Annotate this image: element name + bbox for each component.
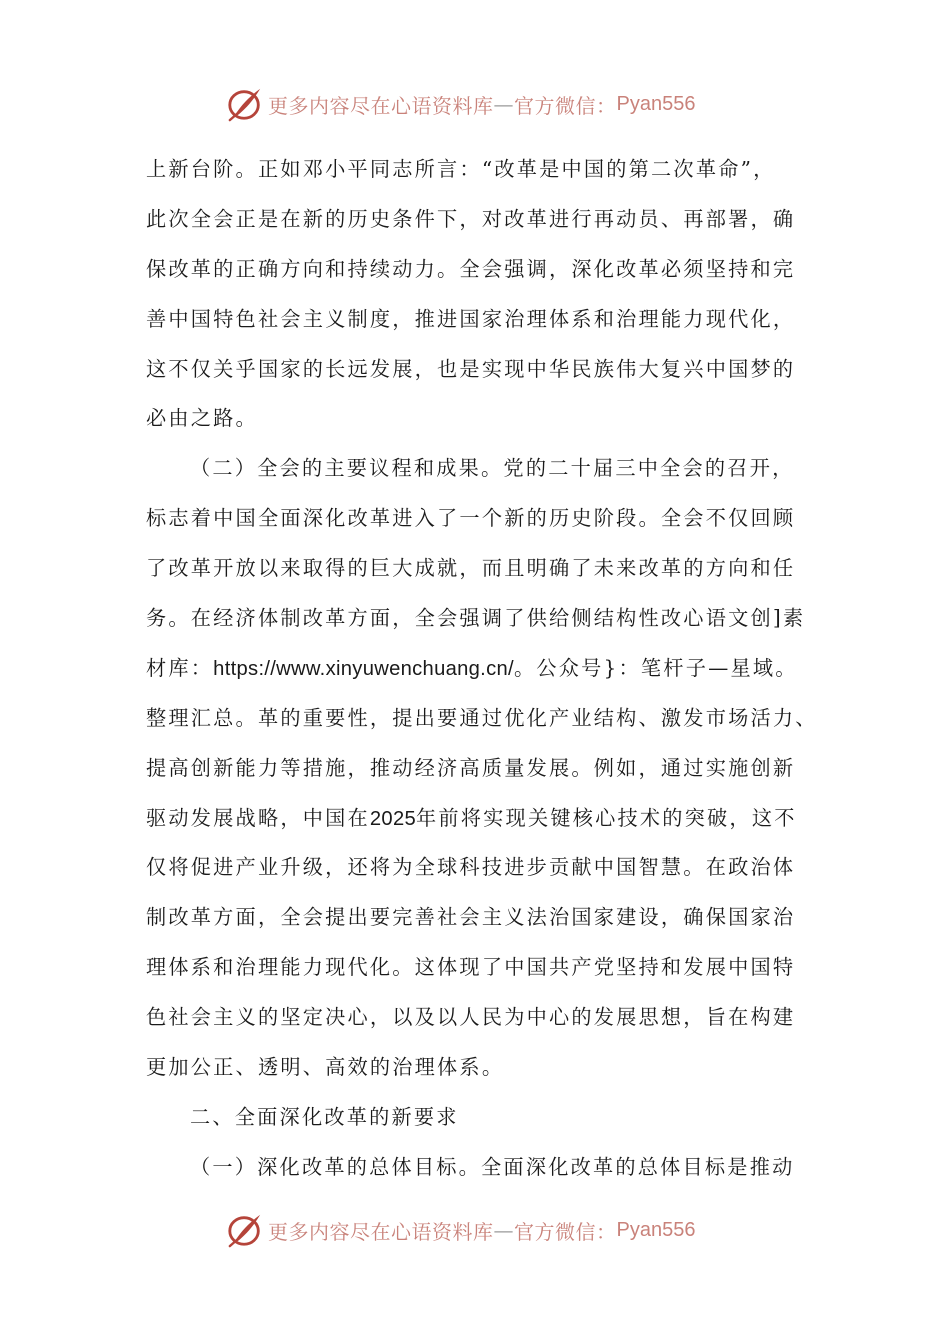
text-line: 更加公正、透明、高效的治理体系。: [146, 1055, 505, 1080]
text-line: 保改革的正确方向和持续动力。全会强调，深化改革必须坚持和完: [146, 256, 796, 281]
text-line: [146, 644, 826, 694]
text-line: 了改革开放以来取得的巨大成就，而且明确了未来改革的方向和任: [146, 556, 796, 581]
banner-title: 更多内容尽在心语资料库: [268, 93, 494, 118]
text-segment: 。公众号}：笔杆子—星域。: [513, 655, 798, 680]
footer-banner: [226, 1208, 695, 1252]
text-line: 上新台阶。正如邓小平同志所言：“改革是中国的第二次革命”，: [146, 157, 776, 181]
text-line: [146, 794, 826, 844]
text-line: 善中国特色社会主义制度，推进国家治理体系和治理能力现代化，: [146, 306, 796, 331]
text-line: 制改革方面，全会提出要完善社会主义法治国家建设，确保国家治: [146, 905, 796, 930]
header-banner: [226, 82, 695, 126]
banner-official-label: 官方微信：: [514, 93, 617, 118]
banner-official-label: 官方微信：: [514, 1219, 617, 1244]
text-line: 此次全会正是在新的历史条件下，对改革进行再动员、再部署，确: [146, 206, 796, 231]
text-line: 务。在经济体制改革方面，全会强调了供给侧结构性改心语文创]素: [146, 606, 806, 631]
banner-separator: —: [493, 1218, 514, 1242]
text-line: 仅将促进产业升级，还将为全球科技进步贡献中国智慧。在政治体: [146, 855, 796, 880]
text-segment: 年前将实现关键核心技术的突破，这不: [416, 805, 797, 830]
text-line: 二、全面深化改革的新要求: [190, 1104, 459, 1129]
text-line: 必由之路。: [146, 406, 258, 431]
text-line: 色社会主义的坚定决心，以及以人民为中心的发展思想，旨在构建: [146, 1005, 796, 1030]
document-body: [146, 145, 826, 1193]
banner-separator: —: [493, 92, 514, 116]
text-line: 标志着中国全面深化改革进入了一个新的历史阶段。全会不仅回顾: [146, 506, 796, 531]
text-line: 理体系和治理能力现代化。这体现了中国共产党坚持和发展中国特: [146, 955, 796, 980]
banner-wechat-id: Pyan556: [616, 92, 696, 115]
text-line: 整理汇总。革的重要性，提出要通过优化产业结构、激发市场活力、: [146, 705, 818, 730]
text-segment: 驱动发展战略，中国在: [146, 805, 370, 830]
text-line: 这不仅关乎国家的长远发展，也是实现中华民族伟大复兴中国梦的: [146, 356, 796, 381]
latin-segment: 2025: [369, 807, 416, 830]
quill-pen-logo-icon: [226, 85, 264, 123]
text-line: （二）全会的主要议程和成果。党的二十届三中全会的召开，: [190, 456, 795, 481]
banner-wechat-id: Pyan556: [616, 1218, 696, 1241]
text-line: （一）深化改革的总体目标。全面深化改革的总体目标是推动: [190, 1154, 795, 1179]
latin-segment: https://www.xinyuwenchuang.cn/: [213, 657, 514, 680]
text-segment: 材库：: [146, 655, 214, 680]
banner-title: 更多内容尽在心语资料库: [268, 1219, 494, 1244]
quill-pen-logo-icon: [226, 1211, 264, 1249]
text-line: 提高创新能力等措施，推动经济高质量发展。例如，通过实施创新: [146, 755, 796, 780]
